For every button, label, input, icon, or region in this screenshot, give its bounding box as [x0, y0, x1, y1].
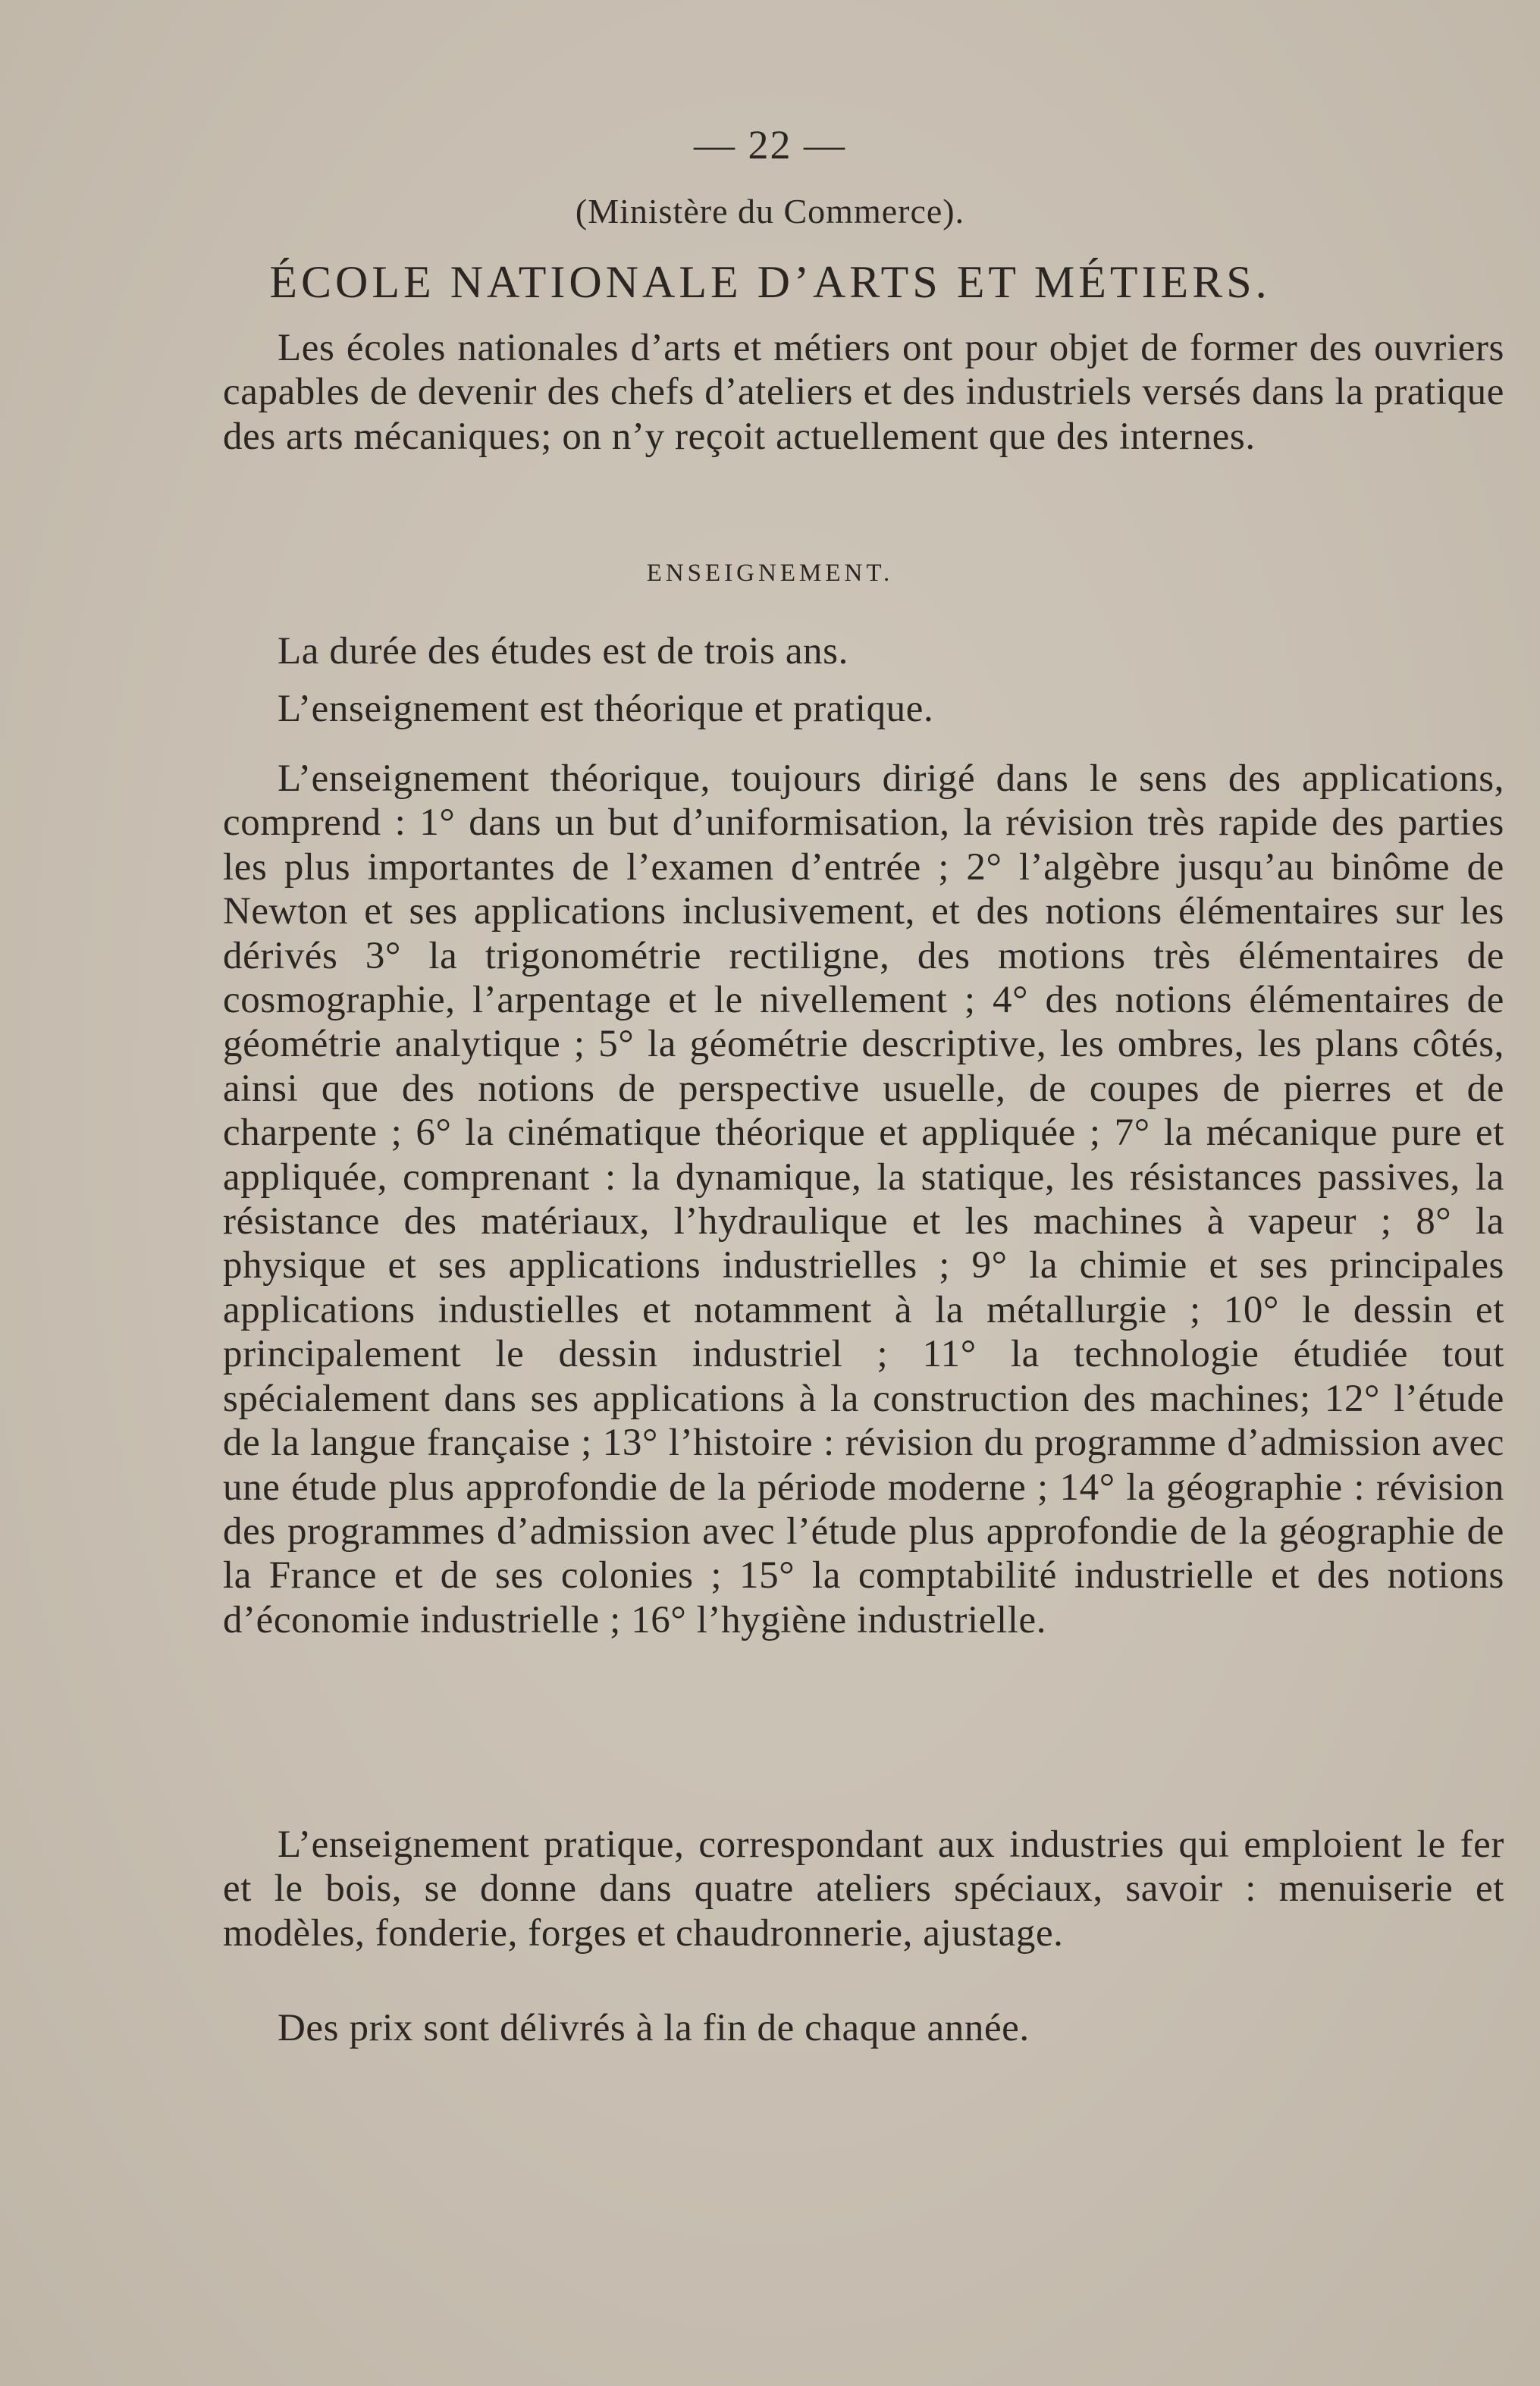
- page-title: ÉCOLE NATIONALE D’ARTS ET MÉTIERS.: [269, 257, 1271, 307]
- ministry-subtitle: (Ministère du Commerce).: [575, 192, 965, 230]
- duration-paragraph: La durée des études est de trois ans.: [278, 630, 848, 673]
- practice-paragraph: L’enseignement pratique, correspondant aux industries qui emploient le fer et le bois, se donne dans quatre ateliers spéciaux, savoir : menuiserie et modèles, fonderie, forges et chaudronnerie, ajustage.: [223, 1823, 1504, 1955]
- intro-paragraph: Les écoles nationales d’arts et métiers ont pour objet de former des ouvriers capables de devenir des chefs d’ateliers et des industriels versés dans la pratique des arts mécaniques; on n’y reçoit actuellement que des internes.: [223, 327, 1504, 458]
- teaching-types-paragraph: L’enseignement est théorique et pratique.: [278, 688, 934, 730]
- prizes-paragraph: Des prix sont délivrés à la fin de chaque année.: [278, 2007, 1030, 2049]
- theory-paragraph: L’enseignement théorique, toujours dirigé dans le sens des applications, comprend : 1° dans un but d’uniformisation, la révision très rapide des parties les plus importantes de l’examen d’entrée ; 2° l’algèbre jusqu’au binôme de Newton et ses applications inclusivement, et des notions élémentaires sur les dérivés 3° la trigonométrie rectiligne, des motions très élémentaires de cosmographie, l’arpentage et le nivellement ; 4° des notions élémentaires de géométrie analytique ; 5° la géométrie descriptive, les ombres, les plans côtés, ainsi que des notions de perspective usuelle, de coupes de pierres et de charpente ; 6° la cinématique théorique et appliquée ; 7° la mécanique pure et appliquée, comprenant : la dynamique, la statique, les résistances passives, la résistance des matériaux, l’hydraulique et les machines à vapeur ; 8° la physique et ses applications industrielles ; 9° la chimie et ses principales applications industielles et notamment à la métallurgie ; 10° le dessin et principalement le dessin industriel ; 11° la technologie étudiée tout spécialement dans ses applications à la construction des machines; 12° l’étude de la langue française ; 13° l’histoire : révision du programme d’admission avec une étude plus approfondie de la période moderne ; 14° la géographie : révision des programmes d’admission avec l’étude plus approfondie de la géographie de la France et de ses colonies ; 15° la comptabilité industrielle et des notions d’économie industrielle ; 16° l’hygiène industrielle.: [223, 757, 1504, 1641]
- page-number: — 22 —: [694, 122, 846, 168]
- section-heading: ENSEIGNEMENT.: [646, 560, 894, 587]
